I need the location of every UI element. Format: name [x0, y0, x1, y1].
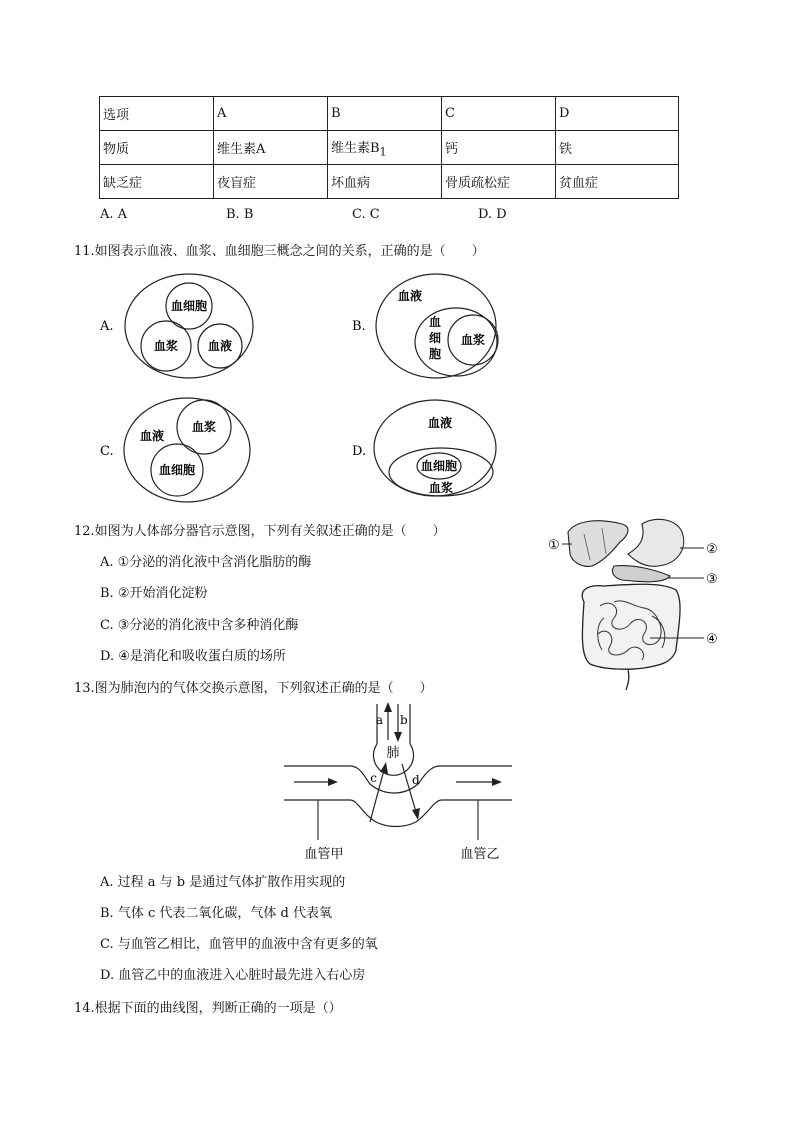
digestive-organs-diagram [544, 510, 734, 695]
marker-4: ④ [706, 632, 718, 647]
q11-label-a[interactable]: A. [100, 319, 114, 334]
table-cell: 夜盲症 [214, 165, 328, 199]
arrow-label-c: c [370, 771, 377, 785]
marker-2: ② [706, 542, 718, 557]
label-cells: 血细胞 [420, 459, 458, 473]
question-14-stem: 14.根据下面的曲线图，判断正确的一项是（） [74, 1001, 342, 1016]
label-cells: 血细胞 [158, 463, 196, 477]
pancreas-shape [612, 566, 670, 582]
vessel-upper-wall [284, 766, 512, 793]
alveolus-label: 肺 [386, 746, 400, 761]
q12-option-d[interactable]: D. ④是消化和吸收蛋白质的场所 [100, 649, 286, 664]
q11-diagrams [96, 272, 516, 512]
table-cell: 钙 [442, 131, 556, 165]
table-row [100, 165, 679, 199]
arrow-label-a: a [375, 713, 383, 727]
large-intestine-shape [582, 584, 680, 669]
choice-a[interactable]: A. A [100, 207, 128, 222]
subscript: 1 [379, 145, 387, 159]
table-cell: B [328, 97, 442, 131]
label-cells: 血细胞 [170, 299, 208, 313]
table-cell: C [442, 97, 556, 131]
q12-option-c[interactable]: C. ③分泌的消化液中含多种消化酶 [100, 618, 299, 633]
q12-option-a[interactable]: A. ①分泌的消化液中含消化脂肪的酶 [100, 555, 312, 570]
label-plasma: 血浆 [191, 420, 217, 434]
blood-circle [124, 398, 250, 502]
choice-d[interactable]: D. D [478, 207, 507, 222]
stomach-shape [628, 519, 684, 566]
table-cell: 物质 [100, 131, 214, 165]
question-11-stem: 11.如图表示血液、血浆、血细胞三概念之间的关系，正确的是（ ） [74, 244, 485, 259]
label-cells-3: 胞 [428, 347, 442, 361]
table-cell: 骨质疏松症 [442, 165, 556, 199]
arrow-label-b: b [400, 713, 408, 727]
table-cell: A [214, 97, 328, 131]
q11-label-c[interactable]: C. [100, 444, 114, 459]
table-cell [328, 131, 442, 165]
table-cell: D [556, 97, 679, 131]
arrow-label-d: d [412, 773, 420, 787]
marker-3: ③ [706, 572, 718, 587]
question-13-stem: 13.图为肺泡内的气体交换示意图，下列叙述正确的是（ ） [74, 681, 433, 696]
vessel-b-label: 血管乙 [460, 847, 500, 862]
table-cell: 坏血病 [328, 165, 442, 199]
table-cell: 贫血症 [556, 165, 679, 199]
label-blood: 血液 [397, 289, 423, 303]
table-cell: 铁 [556, 131, 679, 165]
liver-shape [568, 521, 628, 567]
q13-option-a[interactable]: A. 过程 a 与 b 是通过气体扩散作用实现的 [100, 875, 346, 890]
q13-option-d[interactable]: D. 血管乙中的血液进入心脏时最先进入右心房 [100, 968, 366, 983]
label-cells-1: 血 [428, 315, 442, 329]
q11-label-b[interactable]: B. [352, 319, 366, 334]
cell-text: 维生素B [331, 140, 380, 156]
question-12-stem: 12.如图为人体部分器官示意图，下列有关叙述正确的是（ ） [74, 524, 446, 539]
alveolus-gas-exchange-diagram [280, 700, 520, 865]
choice-c[interactable]: C. C [352, 207, 380, 222]
q12-option-b[interactable]: B. ②开始消化淀粉 [100, 586, 208, 601]
choice-b[interactable]: B. B [226, 207, 254, 222]
label-plasma: 血浆 [153, 339, 179, 353]
label-blood: 血液 [139, 429, 165, 443]
label-cells-2: 细 [428, 331, 442, 345]
table-row [100, 97, 679, 131]
label-plasma: 血浆 [428, 481, 454, 495]
options-table [99, 96, 679, 199]
q11-label-d[interactable]: D. [352, 444, 367, 459]
marker-1: ① [548, 538, 560, 553]
label-blood: 血液 [427, 416, 453, 430]
vessel-a-label: 血管甲 [304, 847, 344, 862]
table-cell: 选项 [100, 97, 214, 131]
label-blood: 血液 [207, 339, 233, 353]
q13-option-c[interactable]: C. 与血管乙相比，血管甲的血液中含有更多的氧 [100, 937, 378, 952]
label-plasma: 血浆 [460, 333, 486, 347]
table-row [100, 131, 679, 165]
table-cell: 维生素A [214, 131, 328, 165]
table-cell: 缺乏症 [100, 165, 214, 199]
q13-option-b[interactable]: B. 气体 c 代表二氧化碳，气体 d 代表氧 [100, 906, 332, 921]
